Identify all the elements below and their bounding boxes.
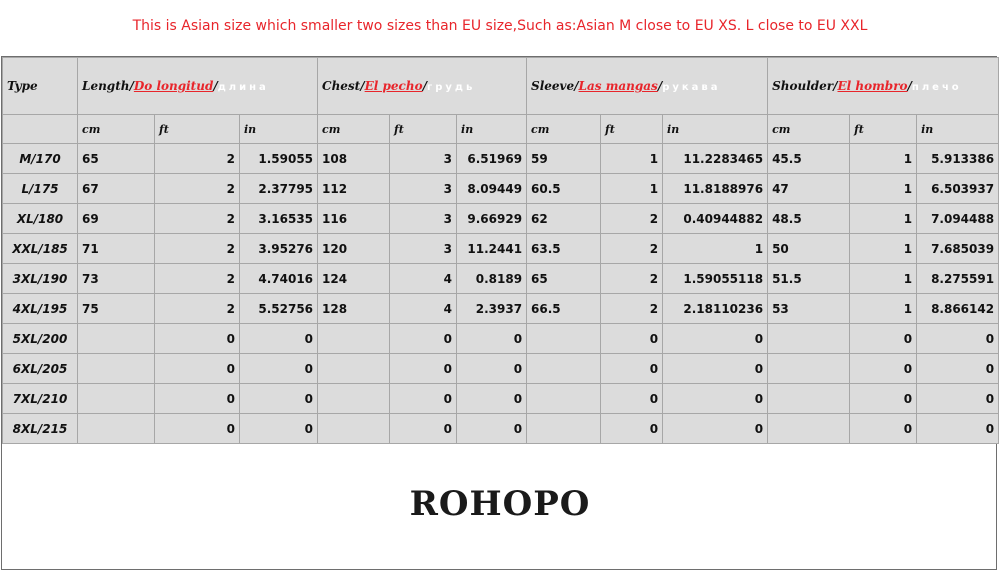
size-notice: This is Asian size which smaller two sizes than EU size,Such as:Asian M close to EU XS. L close to EU XXL	[132, 18, 868, 34]
table-row	[3, 384, 999, 414]
size-label-cell: M/170	[3, 144, 78, 174]
table-cell: 6.51969	[457, 144, 527, 174]
table-cell: 1	[850, 264, 917, 294]
table-cell: 0	[390, 384, 457, 414]
table-cell	[318, 414, 390, 444]
table-cell	[768, 354, 850, 384]
table-cell: 1	[850, 144, 917, 174]
table-cell: 0	[850, 414, 917, 444]
table-cell: 65	[78, 144, 155, 174]
table-cell: 75	[78, 294, 155, 324]
unit-cell: ft	[390, 115, 457, 144]
table-cell: 0	[457, 414, 527, 444]
table-cell: 50	[768, 234, 850, 264]
table-cell: 7.685039	[917, 234, 999, 264]
table-cell: 2	[601, 294, 663, 324]
table-cell: 2	[155, 264, 240, 294]
unit-cell: in	[663, 115, 768, 144]
table-cell: 65	[527, 264, 601, 294]
table-cell	[318, 324, 390, 354]
table-cell: 0	[390, 324, 457, 354]
table-cell: 71	[78, 234, 155, 264]
table-cell: 0	[917, 354, 999, 384]
table-cell	[527, 414, 601, 444]
table-cell: 11.2283465	[663, 144, 768, 174]
table-cell: 1.59055	[240, 144, 318, 174]
table-cell: 0	[917, 384, 999, 414]
size-label-cell: L/175	[3, 174, 78, 204]
table-cell: 8.275591	[917, 264, 999, 294]
sleeve-header: Sleeve/Las mangas/рукава	[527, 58, 768, 115]
table-cell: 59	[527, 144, 601, 174]
table-cell	[527, 354, 601, 384]
table-cell: 2	[601, 234, 663, 264]
table-cell: 0	[663, 384, 768, 414]
table-row	[3, 144, 999, 174]
table-cell: 0	[917, 414, 999, 444]
table-cell: 0	[457, 324, 527, 354]
table-cell	[78, 324, 155, 354]
size-label-cell: 7XL/210	[3, 384, 78, 414]
table-cell: 67	[78, 174, 155, 204]
table-cell: 60.5	[527, 174, 601, 204]
table-cell: 53	[768, 294, 850, 324]
brand-logo: ROHOPO	[409, 484, 591, 524]
size-label-cell: 6XL/205	[3, 354, 78, 384]
table-row	[3, 294, 999, 324]
table-cell: 11.2441	[457, 234, 527, 264]
unit-cell-empty	[3, 115, 78, 144]
table-row	[3, 204, 999, 234]
table-cell: 9.66929	[457, 204, 527, 234]
table-cell: 0	[663, 414, 768, 444]
unit-cell: in	[917, 115, 999, 144]
table-cell: 0	[601, 414, 663, 444]
table-row	[3, 234, 999, 264]
table-cell: 7.094488	[917, 204, 999, 234]
table-cell	[78, 354, 155, 384]
table-cell: 2.37795	[240, 174, 318, 204]
table-cell	[768, 324, 850, 354]
table-cell	[78, 384, 155, 414]
table-cell: 1	[663, 234, 768, 264]
table-cell: 0	[155, 384, 240, 414]
table-cell: 0	[850, 354, 917, 384]
table-cell	[318, 354, 390, 384]
size-label-cell: 8XL/215	[3, 414, 78, 444]
unit-cell: cm	[527, 115, 601, 144]
table-cell: 8.866142	[917, 294, 999, 324]
table-cell: 3.95276	[240, 234, 318, 264]
table-cell: 51.5	[768, 264, 850, 294]
unit-cell: ft	[850, 115, 917, 144]
size-label-cell: XL/180	[3, 204, 78, 234]
table-cell: 2	[155, 144, 240, 174]
table-cell: 120	[318, 234, 390, 264]
table-cell: 3	[390, 174, 457, 204]
unit-cell: cm	[768, 115, 850, 144]
table-cell: 0	[663, 354, 768, 384]
table-cell: 4	[390, 294, 457, 324]
table-cell	[527, 324, 601, 354]
unit-cell: ft	[601, 115, 663, 144]
table-cell: 2	[155, 234, 240, 264]
table-cell: 0	[601, 354, 663, 384]
size-label-cell: XXL/185	[3, 234, 78, 264]
table-cell: 4	[390, 264, 457, 294]
table-cell	[78, 414, 155, 444]
table-cell: 3	[390, 204, 457, 234]
table-cell: 124	[318, 264, 390, 294]
table-cell: 2	[155, 294, 240, 324]
table-cell: 0	[155, 354, 240, 384]
shoulder-header: Shoulder/El hombro/плечо	[768, 58, 999, 115]
table-cell: 3	[390, 234, 457, 264]
table-cell: 2	[601, 264, 663, 294]
size-label-cell: 5XL/200	[3, 324, 78, 354]
table-cell: 2	[155, 174, 240, 204]
unit-cell: ft	[155, 115, 240, 144]
table-cell: 69	[78, 204, 155, 234]
table-cell: 2.3937	[457, 294, 527, 324]
table-cell: 11.8188976	[663, 174, 768, 204]
table-cell: 128	[318, 294, 390, 324]
table-cell: 0	[457, 354, 527, 384]
table-cell: 0.8189	[457, 264, 527, 294]
unit-cell: in	[240, 115, 318, 144]
table-cell: 108	[318, 144, 390, 174]
table-cell: 0	[457, 384, 527, 414]
size-rows	[3, 144, 999, 444]
table-cell: 62	[527, 204, 601, 234]
table-cell: 63.5	[527, 234, 601, 264]
table-row	[3, 414, 999, 444]
length-header: Length/Do longitud/длина	[78, 58, 318, 115]
unit-cell: cm	[318, 115, 390, 144]
table-cell: 0	[155, 414, 240, 444]
table-cell: 0	[240, 414, 318, 444]
table-cell: 0.40944882	[663, 204, 768, 234]
table-cell: 3	[390, 144, 457, 174]
table-cell: 1	[850, 234, 917, 264]
table-cell: 66.5	[527, 294, 601, 324]
type-header: Type	[3, 58, 78, 115]
table-row	[3, 174, 999, 204]
table-cell: 0	[850, 324, 917, 354]
table-cell: 1	[850, 204, 917, 234]
table-cell	[768, 384, 850, 414]
table-cell: 4.74016	[240, 264, 318, 294]
table-cell: 1.59055118	[663, 264, 768, 294]
table-cell: 1	[601, 174, 663, 204]
size-table	[2, 57, 999, 444]
chest-header: Chest/El pecho/грудь	[318, 58, 527, 115]
table-cell: 2.18110236	[663, 294, 768, 324]
table-cell: 0	[917, 324, 999, 354]
table-cell: 0	[601, 384, 663, 414]
table-cell	[768, 414, 850, 444]
table-cell: 0	[240, 324, 318, 354]
table-cell: 0	[155, 324, 240, 354]
table-cell: 0	[240, 354, 318, 384]
size-label-cell: 4XL/195	[3, 294, 78, 324]
table-cell: 47	[768, 174, 850, 204]
table-cell: 116	[318, 204, 390, 234]
table-cell	[318, 384, 390, 414]
unit-cell: in	[457, 115, 527, 144]
unit-header-row	[3, 115, 999, 144]
group-header-row	[3, 58, 999, 115]
unit-cell: cm	[78, 115, 155, 144]
table-cell: 0	[390, 354, 457, 384]
table-row	[3, 324, 999, 354]
table-cell: 1	[850, 174, 917, 204]
table-cell: 112	[318, 174, 390, 204]
table-cell: 0	[663, 324, 768, 354]
size-label-cell: 3XL/190	[3, 264, 78, 294]
table-cell: 1	[601, 144, 663, 174]
table-cell: 3.16535	[240, 204, 318, 234]
table-cell: 73	[78, 264, 155, 294]
table-cell: 0	[390, 414, 457, 444]
table-cell: 5.913386	[917, 144, 999, 174]
table-cell: 0	[601, 324, 663, 354]
table-cell: 6.503937	[917, 174, 999, 204]
table-cell: 0	[240, 384, 318, 414]
table-cell	[527, 384, 601, 414]
table-cell: 1	[850, 294, 917, 324]
table-cell: 5.52756	[240, 294, 318, 324]
table-row	[3, 264, 999, 294]
table-cell: 2	[601, 204, 663, 234]
table-cell: 2	[155, 204, 240, 234]
table-cell: 48.5	[768, 204, 850, 234]
table-cell: 8.09449	[457, 174, 527, 204]
table-row	[3, 354, 999, 384]
table-cell: 0	[850, 384, 917, 414]
table-cell: 45.5	[768, 144, 850, 174]
